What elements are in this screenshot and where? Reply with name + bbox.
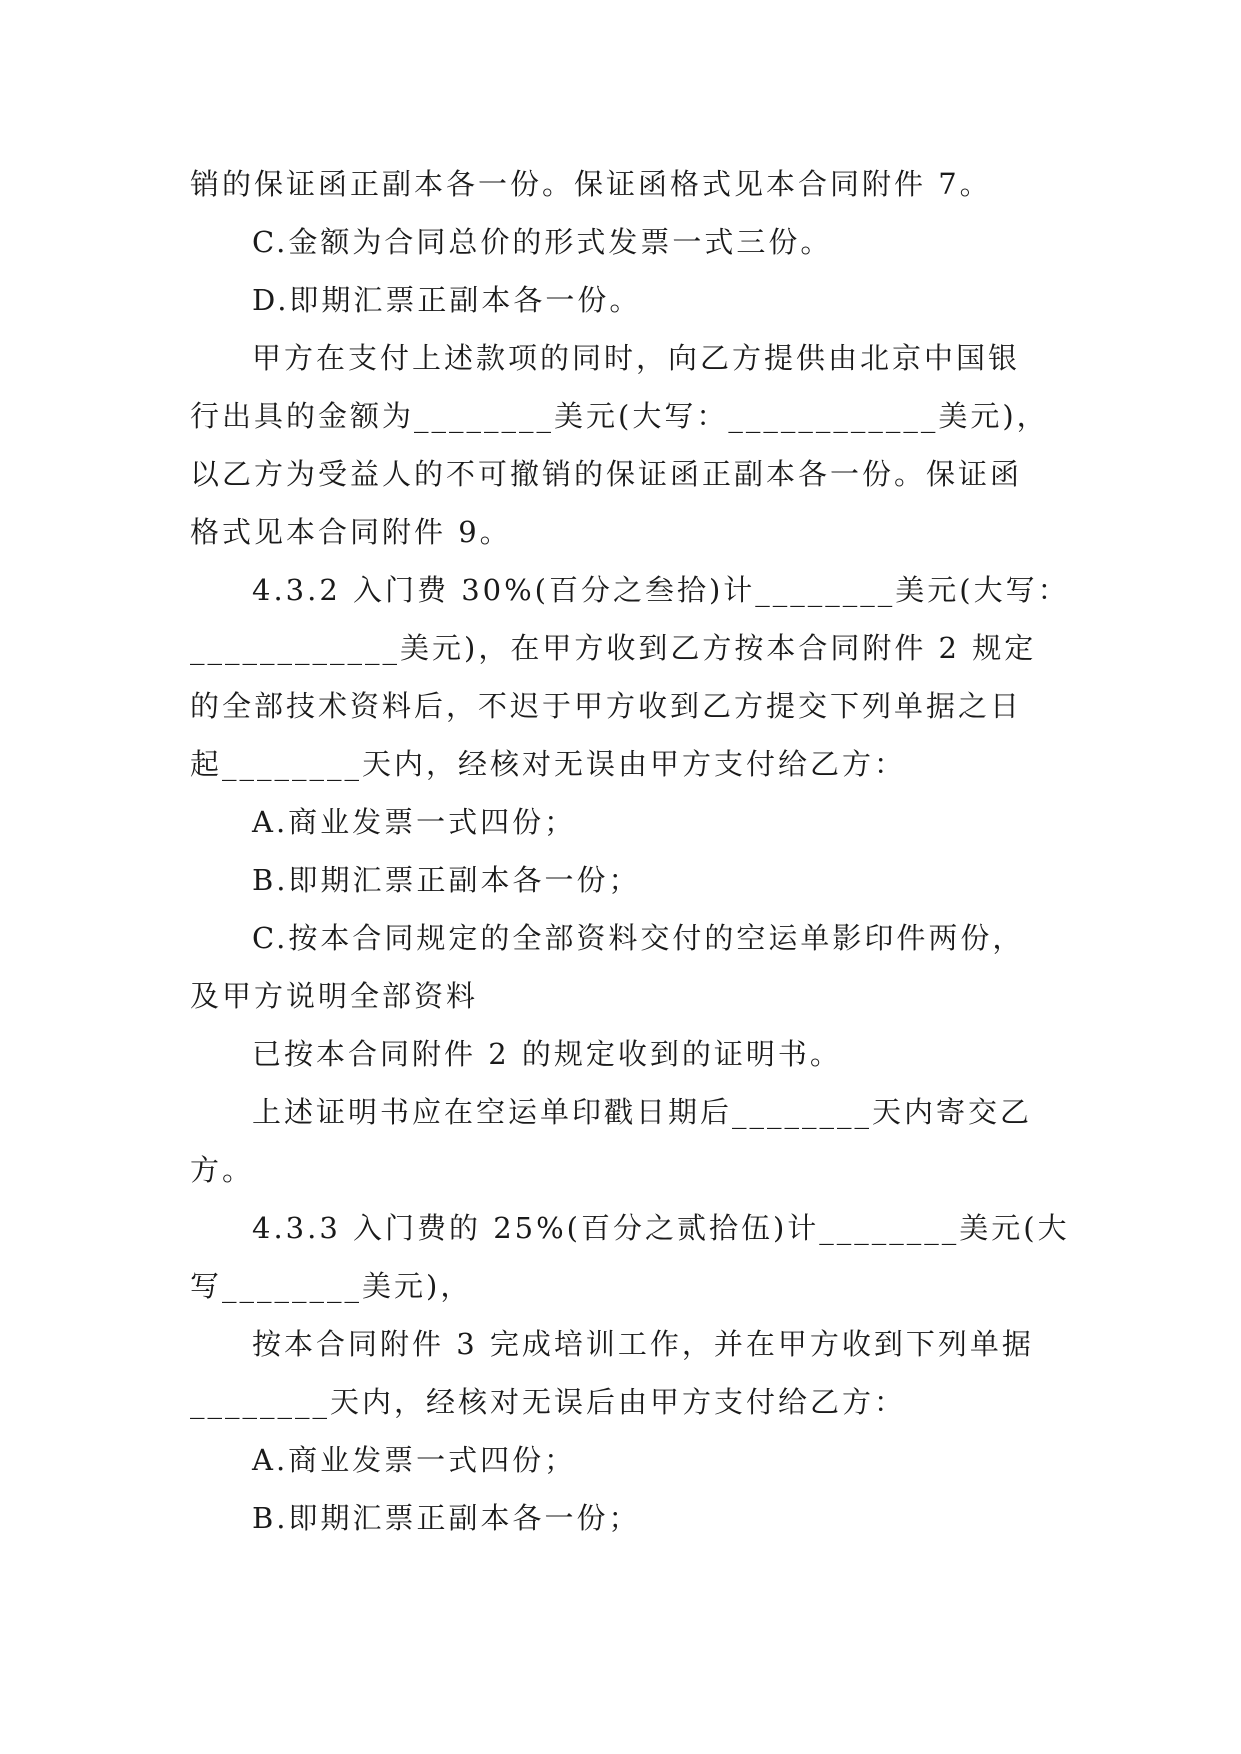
text-line: ____________美元)，在甲方收到乙方按本合同附件 2 规定 bbox=[190, 631, 1037, 665]
text-line: B.即期汇票正副本各一份； bbox=[252, 863, 641, 897]
text-line: 销的保证函正副本各一份。保证函格式见本合同附件 7。 bbox=[190, 167, 992, 201]
text-line: 及甲方说明全部资料 bbox=[190, 979, 479, 1013]
text-line: 上述证明书应在空运单印戳日期后________天内寄交乙 bbox=[252, 1095, 1033, 1129]
text-line: 4.3.3 入门费的 25%(百分之贰拾伍)计________美元(大 bbox=[252, 1211, 1070, 1245]
text-line: D.即期汇票正副本各一份。 bbox=[252, 283, 642, 317]
text-line: C.金额为合同总价的形式发票一式三份。 bbox=[252, 225, 833, 259]
text-line: ________天内，经核对无误后由甲方支付给乙方： bbox=[190, 1385, 907, 1419]
text-line: B.即期汇票正副本各一份； bbox=[252, 1501, 641, 1535]
text-line: 写________美元)， bbox=[190, 1269, 473, 1303]
document-body bbox=[190, 155, 1070, 1547]
text-line: 4.3.2 入门费 30%(百分之叁拾)计________美元(大写： bbox=[252, 573, 1070, 607]
text-line: C.按本合同规定的全部资料交付的空运单影印件两份， bbox=[252, 921, 1025, 955]
text-line: 的全部技术资料后，不迟于甲方收到乙方提交下列单据之日 bbox=[190, 689, 1023, 723]
text-line: 起________天内，经核对无误由甲方支付给乙方： bbox=[190, 747, 907, 781]
text-line: 已按本合同附件 2 的规定收到的证明书。 bbox=[252, 1037, 842, 1071]
text-line: 按本合同附件 3 完成培训工作，并在甲方收到下列单据 bbox=[252, 1327, 1034, 1361]
text-line: 格式见本合同附件 9。 bbox=[190, 515, 512, 549]
text-line: A.商业发票一式四份； bbox=[252, 1443, 577, 1477]
text-line: 行出具的金额为________美元(大写：____________美元)， bbox=[190, 399, 1049, 433]
text-line: 方。 bbox=[190, 1153, 255, 1187]
text-line: 甲方在支付上述款项的同时，向乙方提供由北京中国银 bbox=[252, 341, 1021, 375]
text-line: A.商业发票一式四份； bbox=[252, 805, 577, 839]
text-line: 以乙方为受益人的不可撤销的保证函正副本各一份。保证函 bbox=[190, 457, 1023, 491]
